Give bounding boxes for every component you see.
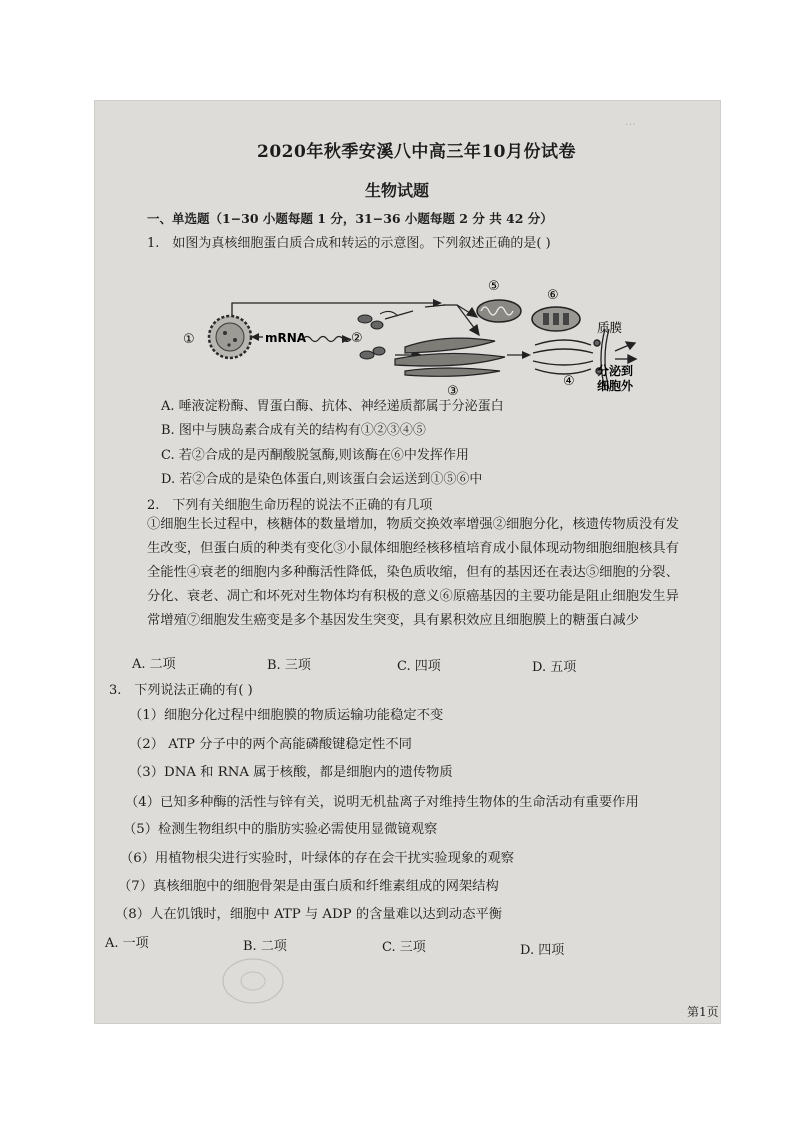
arrow-to-golgi — [507, 351, 531, 359]
q3-item-7: （7）真核细胞中的细胞骨架是由蛋白质和纤维素组成的网架结构 — [118, 879, 499, 894]
label-n4: ④ — [563, 374, 575, 389]
q1-stem: 1. 如图为真核细胞蛋白质合成和转运的示意图。下列叙述正确的是( ) — [147, 236, 551, 251]
exam-paper — [95, 101, 720, 1023]
q3-item-3: （3）DNA 和 RNA 属于核酸，都是细胞内的遗传物质 — [129, 765, 453, 780]
q3-option-b: B. 二项 — [243, 939, 287, 954]
page-number: 第1页 — [687, 1005, 719, 1019]
label-membrane: 质膜 — [597, 320, 623, 335]
label-secrete-line2: 细胞外 — [597, 379, 634, 393]
label-n5: ⑤ — [488, 279, 500, 294]
q3-stem: 3. 下列说法正确的有( ) — [109, 683, 253, 698]
q3-item-2: （2） ATP 分子中的两个高能磷酸键稳定性不同 — [129, 737, 412, 752]
label-secrete-line1: 分泌到 — [597, 364, 634, 378]
q1-option-b: B. 图中与胰岛素合成有关的结构有①②③④⑤ — [161, 423, 426, 438]
q2-option-d: D. 五项 — [532, 660, 577, 675]
label-mrna: mRNA — [265, 331, 307, 345]
q3-item-4: （4）已知多种酶的活性与锌有关，说明无机盐离子对维持生物体的生命活动有重要作用 — [125, 795, 639, 810]
protein-transport-diagram — [95, 259, 720, 399]
chloroplast-organelle — [532, 307, 580, 331]
label-n6: ⑥ — [547, 288, 559, 303]
q3-option-c: C. 三项 — [382, 940, 426, 955]
exam-title: 2020年秋季安溪八中高三年10月份试卷 — [257, 142, 576, 162]
q3-option-d: D. 四项 — [520, 943, 565, 958]
label-n1: ① — [183, 332, 195, 347]
q3-item-8: （8）人在饥饿时，细胞中 ATP 与 ADP 的含量难以达到动态平衡 — [115, 907, 503, 922]
q1-option-c: C. 若②合成的是丙酮酸脱氢酶,则该酶在⑥中发挥作用 — [161, 448, 469, 463]
q3-item-1: （1）细胞分化过程中细胞膜的物质运输功能稳定不变 — [129, 708, 444, 723]
q3-option-a: A. 一项 — [105, 936, 149, 951]
label-n3: ③ — [447, 384, 459, 399]
bleed-through-sketch — [213, 949, 293, 1009]
q3-item-5: （5）检测生物组织中的脂肪实验必需使用显微镜观察 — [123, 822, 438, 837]
q3-item-6: （6）用植物根尖进行实验时，叶绿体的存在会干扰实验现象的观察 — [120, 851, 515, 866]
section-heading: 一、单选题（1−30 小题每题 1 分，31−36 小题每题 2 分 共 42 分） — [147, 211, 553, 226]
q2-line-4: 分化、衰老、凋亡和坏死对生物体均有积极的意义⑥原癌基因的主要功能是阻止细胞发生异 — [147, 589, 679, 604]
q2-line-5: 常增殖⑦细胞发生癌变是多个基因发生突变，具有累积效应且细胞膜上的糖蛋白减少 — [147, 613, 639, 628]
q2-line-3: 全能性④衰老的细胞内多种酶活性降低，染色质收缩，但有的基因还在表达⑤细胞的分裂、 — [147, 565, 679, 580]
q2-option-c: C. 四项 — [397, 659, 441, 674]
ribosome-cluster — [358, 311, 398, 359]
q2-line-1: ①细胞生长过程中，核糖体的数量增加，物质交换效率增强②细胞分化，核遗传物质没有发 — [147, 517, 679, 532]
bleed-through-text: … — [625, 115, 636, 128]
q2-option-a: A. 二项 — [132, 657, 176, 672]
q2-option-b: B. 三项 — [267, 658, 311, 673]
mrna-arrow — [251, 333, 263, 341]
nucleus-structure — [209, 316, 251, 358]
label-n2: ② — [351, 331, 363, 346]
exam-subtitle: 生物试题 — [365, 181, 430, 200]
arrow-to-organelles — [232, 299, 442, 315]
endoplasmic-reticulum — [395, 338, 505, 376]
q1-option-d: D. 若②合成的是染色体蛋白,则该蛋白会运送到①⑤⑥中 — [161, 472, 483, 487]
q2-line-2: 生改变，但蛋白质的种类有变化③小鼠体细胞经核移植培育成小鼠体现动物细胞细胞核具有 — [147, 541, 679, 556]
q2-stem: 2. 下列有关细胞生命历程的说法不正确的有几项 — [147, 498, 433, 513]
golgi-apparatus — [533, 340, 602, 374]
mitochondrion-organelle — [477, 300, 521, 322]
q1-option-a: A. 唾液淀粉酶、胃蛋白酶、抗体、神经递质都属于分泌蛋白 — [161, 399, 504, 414]
